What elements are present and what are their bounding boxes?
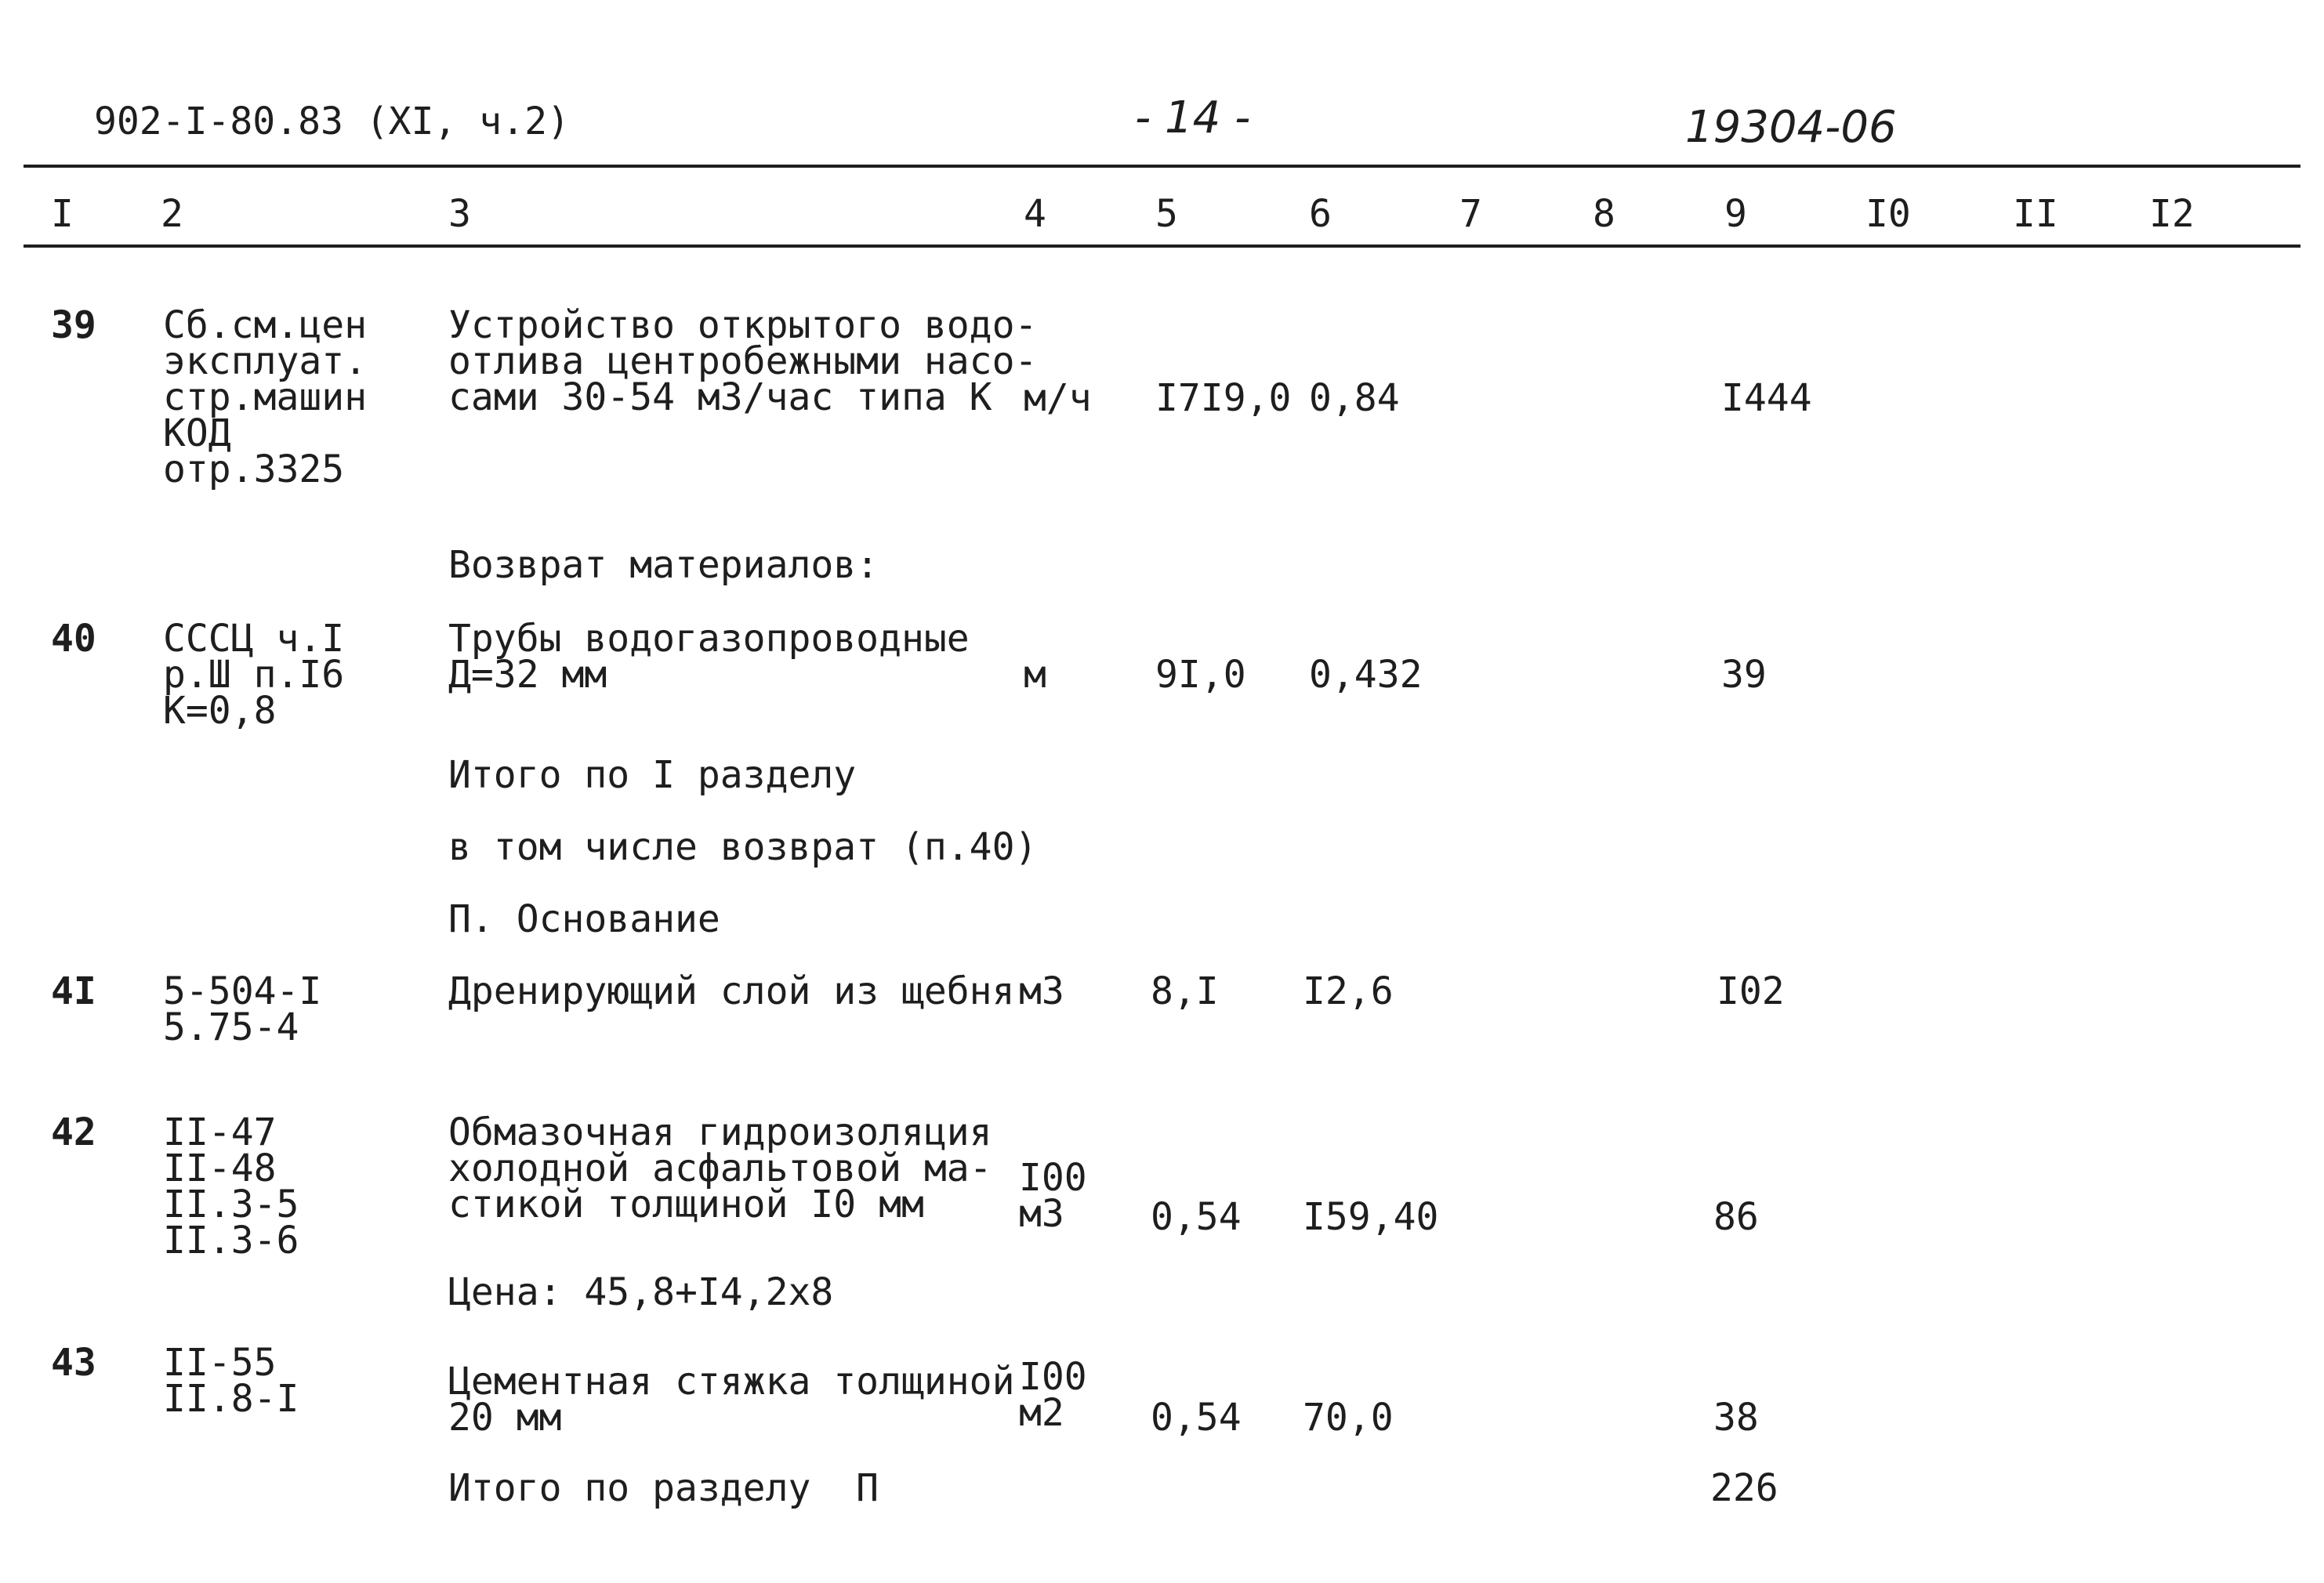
row-number: 40 <box>51 617 96 661</box>
col-header-3: 3 <box>448 192 471 236</box>
row-total: 38 <box>1713 1396 1759 1440</box>
col-header-1: I <box>51 192 74 236</box>
section-note: Возврат материалов: <box>448 543 879 587</box>
row-total: I02 <box>1717 969 1785 1013</box>
col-header-12: I2 <box>2149 192 2195 236</box>
row-description: Дренирующий слой из щебня <box>448 969 1015 1013</box>
row-quantity: 9I,0 <box>1155 653 1246 697</box>
row-price: 0,84 <box>1309 376 1400 420</box>
col-header-5: 5 <box>1155 192 1178 236</box>
row-total: 86 <box>1713 1195 1759 1239</box>
col-header-10: I0 <box>1865 192 1911 236</box>
row-quantity: 0,54 <box>1151 1396 1242 1440</box>
row-number: 4I <box>51 969 96 1013</box>
col-header-7: 7 <box>1459 192 1482 236</box>
row-unit: I00 м2 <box>1019 1355 1087 1435</box>
row-total: 39 <box>1721 653 1767 697</box>
section-heading: П. Основание <box>448 897 720 941</box>
row-quantity: 8,I <box>1151 969 1219 1013</box>
row-price: I2,6 <box>1303 969 1394 1013</box>
col-header-4: 4 <box>1024 192 1046 236</box>
row-description: Устройство открытого водо- отлива центробежными насо- сами 30-54 м3/час типа К <box>448 303 1038 419</box>
row-reference: 5-504-I 5.75-4 <box>163 969 322 1049</box>
row-unit: м/ч <box>1024 376 1092 420</box>
row-number: 43 <box>51 1341 96 1385</box>
document-number: 19304-06 <box>1685 102 1897 153</box>
row-reference: СССЦ ч.I р.Ш п.I6 К=0,8 <box>163 617 345 733</box>
row-number: 39 <box>51 303 96 347</box>
header-rule-top <box>24 165 2300 168</box>
row-quantity: 0,54 <box>1151 1195 1242 1239</box>
row-unit: I00 м3 <box>1019 1156 1087 1236</box>
header-rule-bottom <box>24 245 2300 248</box>
col-header-8: 8 <box>1593 192 1615 236</box>
row-price: 70,0 <box>1303 1396 1394 1440</box>
page-number: - 14 - <box>1135 92 1251 143</box>
col-header-6: 6 <box>1309 192 1332 236</box>
row-price: I59,40 <box>1303 1195 1439 1239</box>
section-total-label: Итого по разделу П <box>448 1466 879 1510</box>
section-total-value: 226 <box>1710 1466 1778 1510</box>
section-note: Итого по I разделу <box>448 753 857 797</box>
row-reference: II-55 II.8-I <box>163 1341 299 1421</box>
row-total: I444 <box>1721 376 1812 420</box>
col-header-9: 9 <box>1724 192 1747 236</box>
row-price: 0,432 <box>1309 653 1423 697</box>
row-quantity: I7I9,0 <box>1155 376 1292 420</box>
row-unit: м <box>1024 653 1046 697</box>
col-header-2: 2 <box>161 192 183 236</box>
section-note: в том числе возврат (п.40) <box>448 825 1038 869</box>
document-code: 902-I-80.83 (XI, ч.2) <box>94 100 570 143</box>
row-reference: Сб.см.цен эксплуат. стр.машин КОД отр.3325 <box>163 303 368 491</box>
price-note: Цена: 45,8+I4,2х8 <box>448 1270 834 1314</box>
row-number: 42 <box>51 1110 96 1154</box>
row-reference: II-47 II-48 II.3-5 II.3-6 <box>163 1110 299 1262</box>
col-header-11: II <box>2013 192 2058 236</box>
row-description: Обмазочная гидроизоляция холодной асфальтовой ма- стикой толщиной I0 мм <box>448 1110 992 1226</box>
row-description: Цементная стяжка толщиной 20 мм <box>448 1360 1015 1440</box>
row-unit: м3 <box>1019 969 1064 1013</box>
row-description: Трубы водогазопроводные Д=32 мм <box>448 617 970 697</box>
